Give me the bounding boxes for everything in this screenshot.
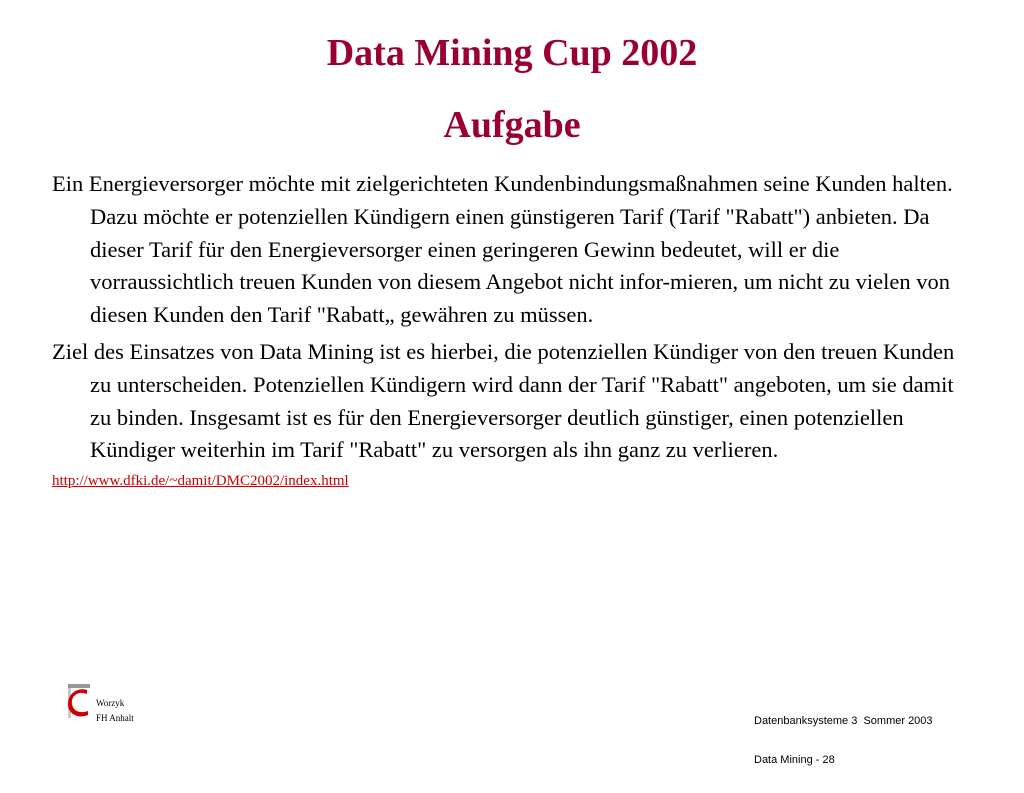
reference-link-line xyxy=(52,471,962,491)
footer-course: Datenbanksysteme 3 Sommer 2003 xyxy=(754,715,933,727)
footer-info xyxy=(754,689,933,793)
footer-logo-text xyxy=(96,696,134,726)
title-line-main: Data Mining Cup 2002 xyxy=(326,32,698,74)
footer-institution: FH Anhalt xyxy=(96,713,134,723)
paragraph-task: Ein Energieversorger möchte mit zielgerichteten Kundenbindungsmaßnahmen seine Kunden halten. Dazu möchte er potenziellen Kündigern einen günstigeren Tarif (Tarif "Rabatt") anbieten. Da dieser Tarif für den Energieversorger einen geringeren Gewinn bedeutet, will er die vorraussichtlich treuen Kunden von diesem Angebot nicht infor-mieren, um nicht zu vielen von diesen Kunden den Tarif "Rabatt„ gewähren zu müssen. xyxy=(52,171,953,328)
footer-page-number: Data Mining - 28 xyxy=(754,754,835,766)
footer-author: Worzyk xyxy=(96,698,125,708)
title-line-sub: Aufgabe xyxy=(443,104,581,146)
slide-title xyxy=(0,28,1024,150)
slide-body xyxy=(52,168,962,491)
reference-link[interactable]: http://www.dfki.de/~damit/DMC2002/index.html xyxy=(52,473,349,490)
paragraph-goal: Ziel des Einsatzes von Data Mining ist es hierbei, die potenziellen Kündiger von den treuen Kunden zu unterscheiden. Potenziellen Kündigern wird dann der Tarif "Rabatt" angeboten, um sie damit zu binden. Insgesamt ist es für den Energieversorger deutlich günstiger, einen potenziellen Kündiger weiterhin im Tarif "Rabatt" zu versorgen als ihn ganz zu verlieren. xyxy=(52,338,955,463)
fh-anhalt-logo-icon xyxy=(68,684,90,718)
